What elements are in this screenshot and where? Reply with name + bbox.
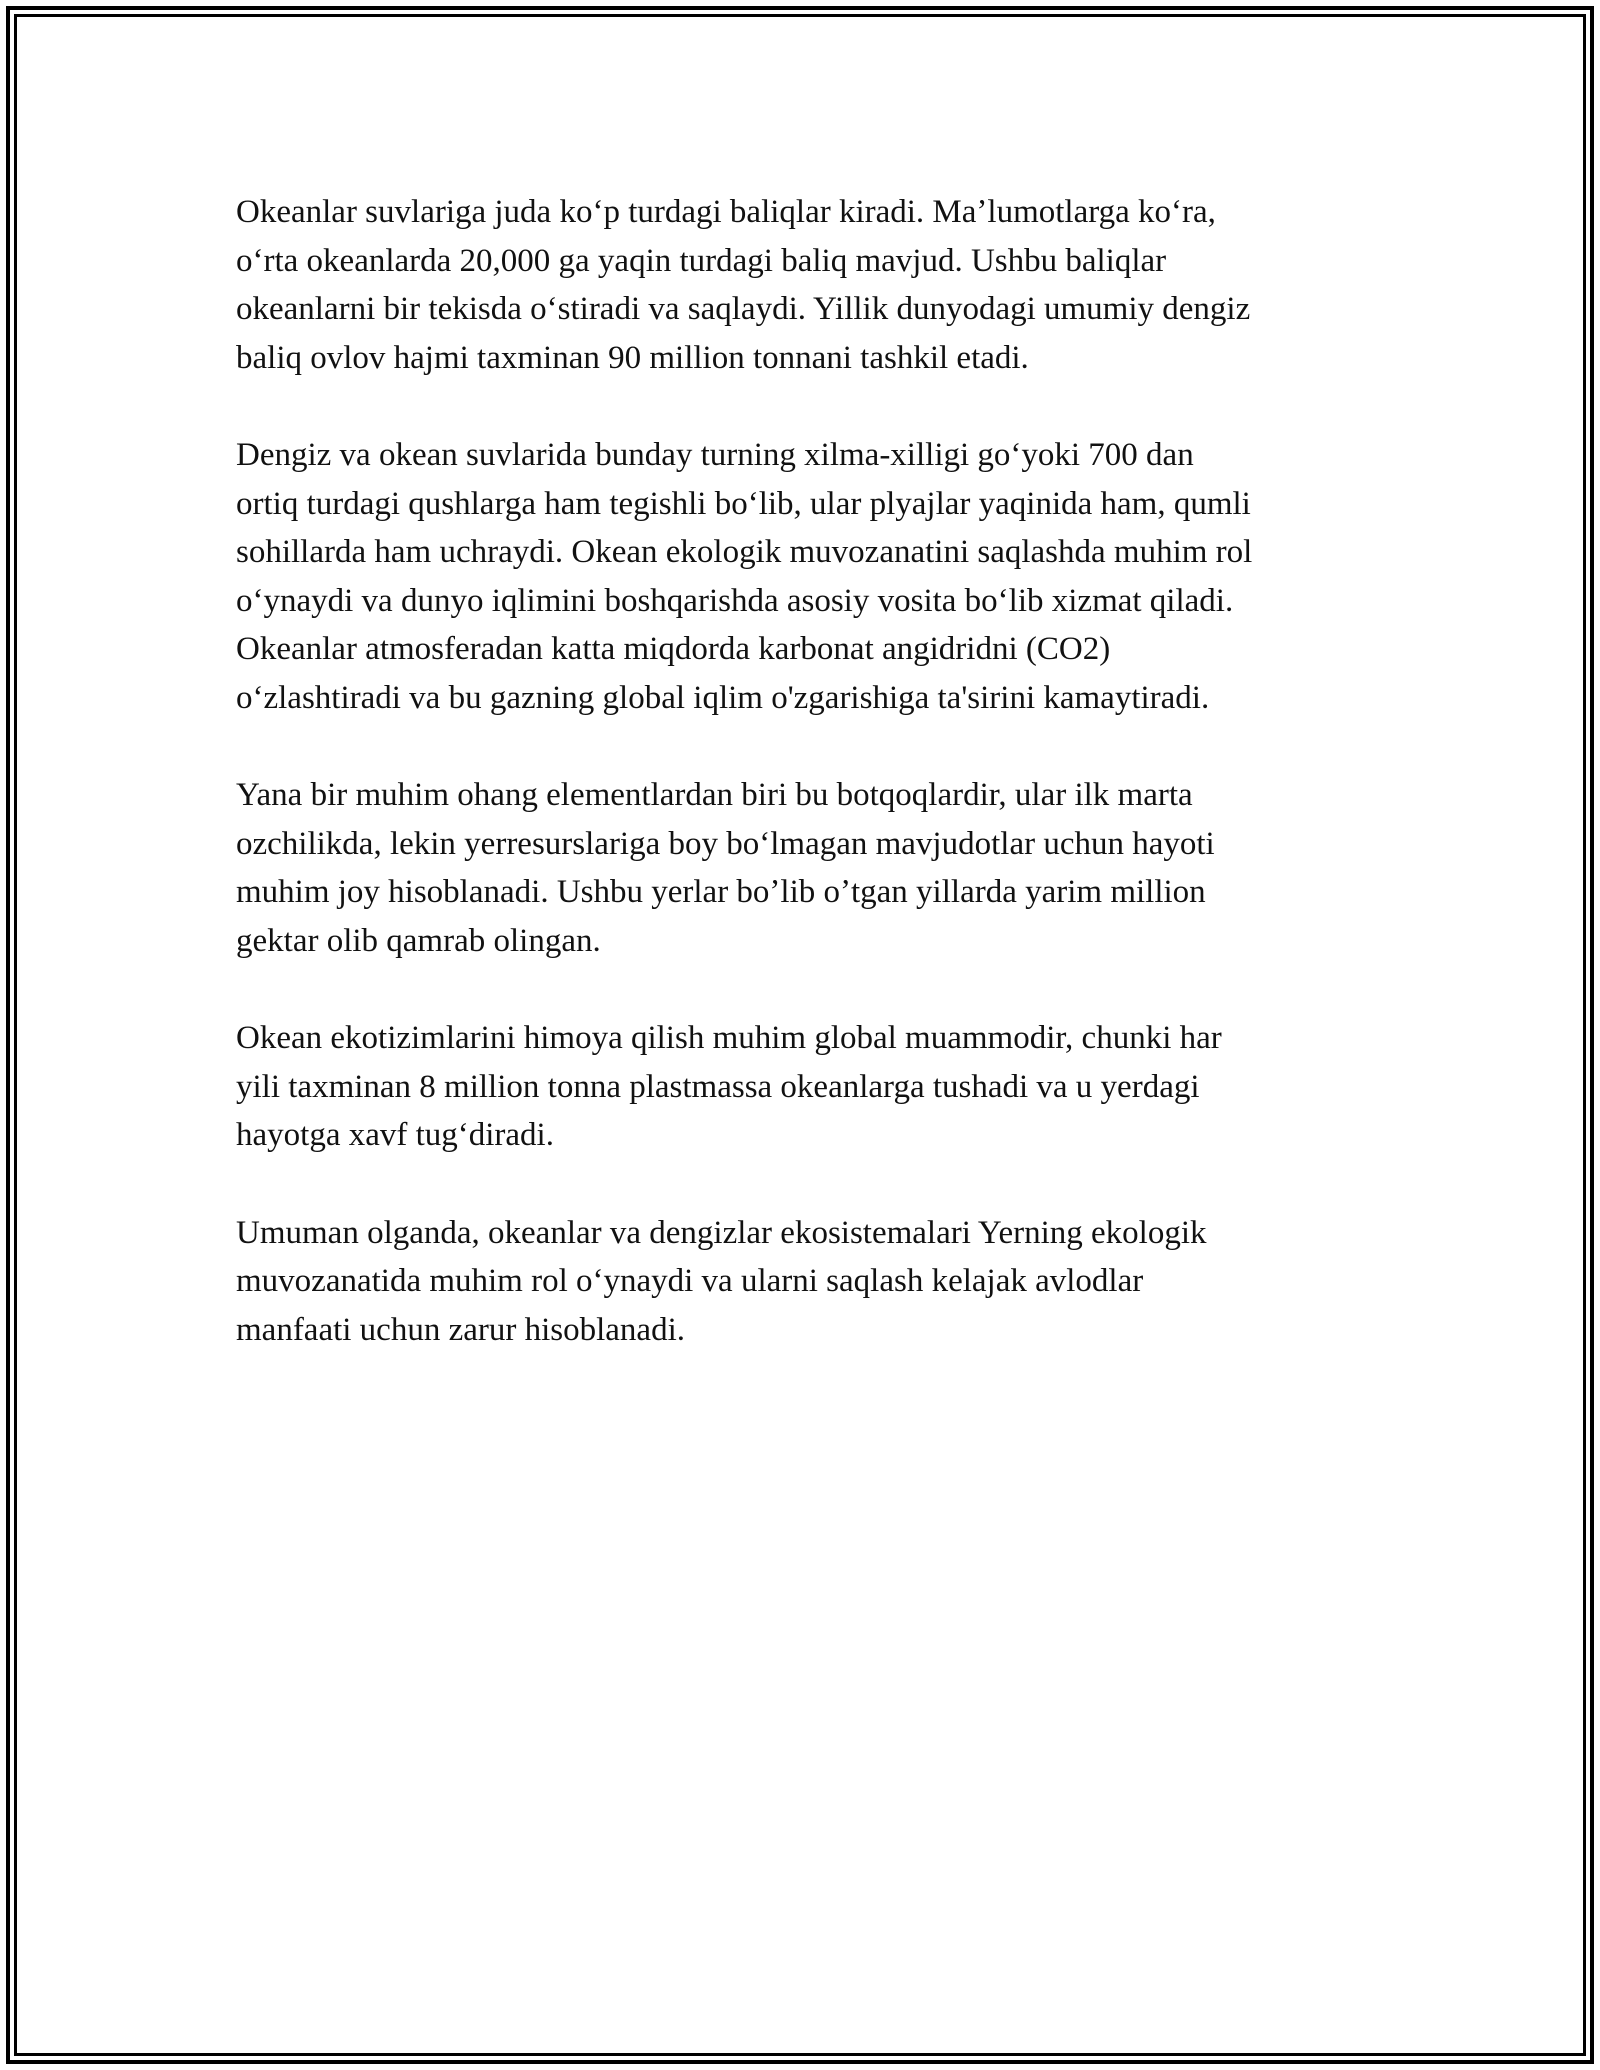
paragraph-fish: Okeanlar suvlariga juda koʻp turdagi baliqlar kiradi. Maʼlumotlarga koʻra, oʻrta okeanlarda 20,000 ga yaqin turdagi baliq mavjud. Ushbu baliqlar okeanlarni bir tekisda oʻstiradi va saqlaydi. Yillik dunyodagi umumiy dengiz baliq ovlov hajmi taxminan 90 million tonnani tashkil etadi. bbox=[236, 194, 1251, 376]
document-body bbox=[236, 188, 1376, 1403]
paragraph-birds-climate: Dengiz va okean suvlarida bunday turning xilma-xilligi goʻyoki 700 dan ortiq turdagi qushlarga ham tegishli boʻlib, ular plyajlar yaqinida ham, qumli sohillarda ham uchraydi. Okean ekologik muvozanatini saqlashda muhim rol oʻynaydi va dunyo iqlimini boshqarishda asosiy vosita boʻlib xizmat qiladi. Okeanlar atmosferadan katta miqdorda karbonat angidridni (CO2) oʻzlashtiradi va bu gazning global iqlim o'zgarishiga ta'sirini kamaytiradi. bbox=[236, 437, 1253, 716]
paragraph-conclusion: Umuman olganda, okeanlar va dengizlar ekosistemalari Yerning ekologik muvozanatida muhim rol oʻynaydi va ularni saqlash kelajak avlodlar manfaati uchun zarur hisoblanadi. bbox=[236, 1214, 1207, 1348]
paragraph-wetlands: Yana bir muhim ohang elementlardan biri bu botqoqlardir, ular ilk marta ozchilikda, lekin yerresurslariga boy boʻlmagan mavjudotlar uchun hayoti muhim joy hisoblanadi. Ushbu yerlar boʼlib oʼtgan yillarda yarim million gektar olib qamrab olingan. bbox=[236, 777, 1215, 959]
paragraph-plastic: Okean ekotizimlarini himoya qilish muhim global muammodir, chunki har yili taxminan 8 million tonna plastmassa okeanlarga tushadi va u yerdagi hayotga xavf tugʻdiradi. bbox=[236, 1020, 1222, 1153]
